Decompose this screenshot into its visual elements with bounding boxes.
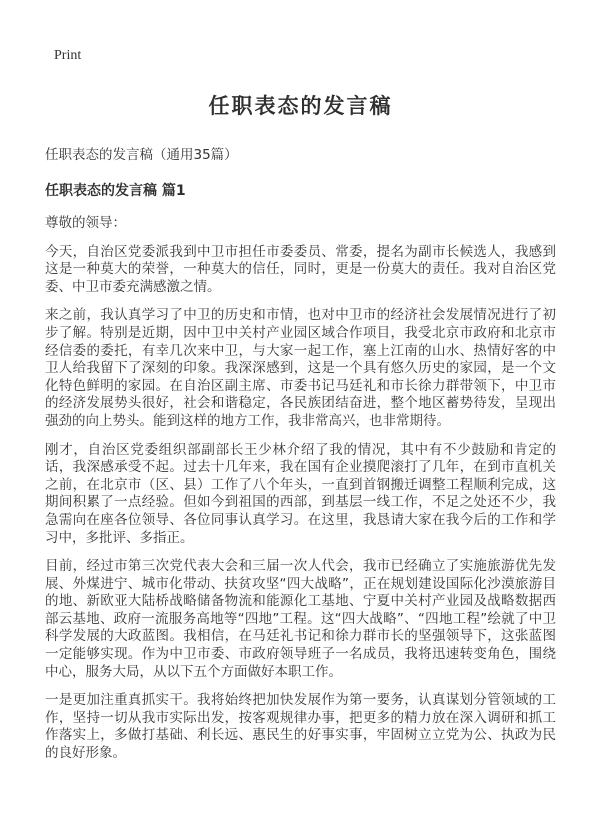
print-button[interactable]: Print <box>54 48 82 63</box>
doc-subtitle: 任职表态的发言稿（通用35篇） <box>45 147 238 163</box>
paragraph-salutation: 尊敬的领导： <box>45 215 126 231</box>
paragraph-commitment: 一是更加注重真抓实干。我将始终把加快发展作为第一要务，认真谋划分管领域的工作，坚持一切从我市实际出发，按客观规律办事，把更多的精力放在深入调研和抓工作落实上，多做打基础、利长远、惠民生的好事实事，牢固树立立党为公、执政为民的良好形象。 <box>45 692 556 762</box>
section-heading: 任职表态的发言稿 篇1 <box>45 183 186 199</box>
paragraph-background: 刚才，自治区党委组织部副部长王少林介绍了我的情况，其中有不少鼓励和肯定的话，我深感承受不起。过去十几年来，我在国有企业摸爬滚打了几年，在到市直机关之前，在北京市（区、县）工作了八个年头，一直到首钢搬迁调整工程顺利完成，这期间积累了一点经验。但如今到祖国的西部，到基层一线工作，不足之处还不少，我急需向在座各位领导、各位同事认真学习。在这里，我恳请大家在我今后的工作和学习中，多批评、多指正。 <box>45 441 556 546</box>
paragraph-appointment: 今天，自治区党委派我到中卫市担任市委委员、常委，提名为副市长候选人，我感到这是一种莫大的荣誉，一种莫大的信任，同时，更是一份莫大的责任。我对自治区党委、中卫市委充满感激之情。 <box>45 243 556 295</box>
page-title: 任职表态的发言稿 <box>208 94 393 118</box>
paragraph-strategy: 目前，经过市第三次党代表大会和三届一次人代会，我市已经确立了实施旅游优先发展、外煤进宁、城市化带动、扶贫攻坚“四大战略”，正在规划建设国际化沙漠旅游目的地、新欧亚大陆桥战略储备物流和能源化工基地、宁夏中关村产业园及战略数据西部云基地、政府一流服务高地等“四地”工程。这“四大战略”、“四地工程”绘就了中卫科学发展的大政蓝图。我相信，在马廷礼书记和徐力群市长的坚强领导下，这张蓝图一定能够实现。作为中卫市委、市政府领导班子一名成员，我将迅速转变角色，围绕中心，服务大局，从以下五个方面做好本职工作。 <box>45 558 556 680</box>
paragraph-impressions: 来之前，我认真学习了中卫的历史和市情，也对中卫市的经济社会发展情况进行了初步了解。特别是近期，因中卫中关村产业园区域合作项目，我受北京市政府和北京市经信委的委托，有幸几次来中卫，与大家一起工作，塞上江南的山水、热情好客的中卫人给我留下了深刻的印象。我深深感到，这是一个具有悠久历史的家园，是一个文化特色鲜明的家园。在自治区副主席、市委书记马廷礼和市长徐力群带领下，中卫市的经济发展势头很好，社会和谐稳定，各民族团结奋进，整个地区蓄势待发，呈现出强劲的向上势头。能到这样的地方工作，我非常高兴，也非常期待。 <box>45 307 556 429</box>
